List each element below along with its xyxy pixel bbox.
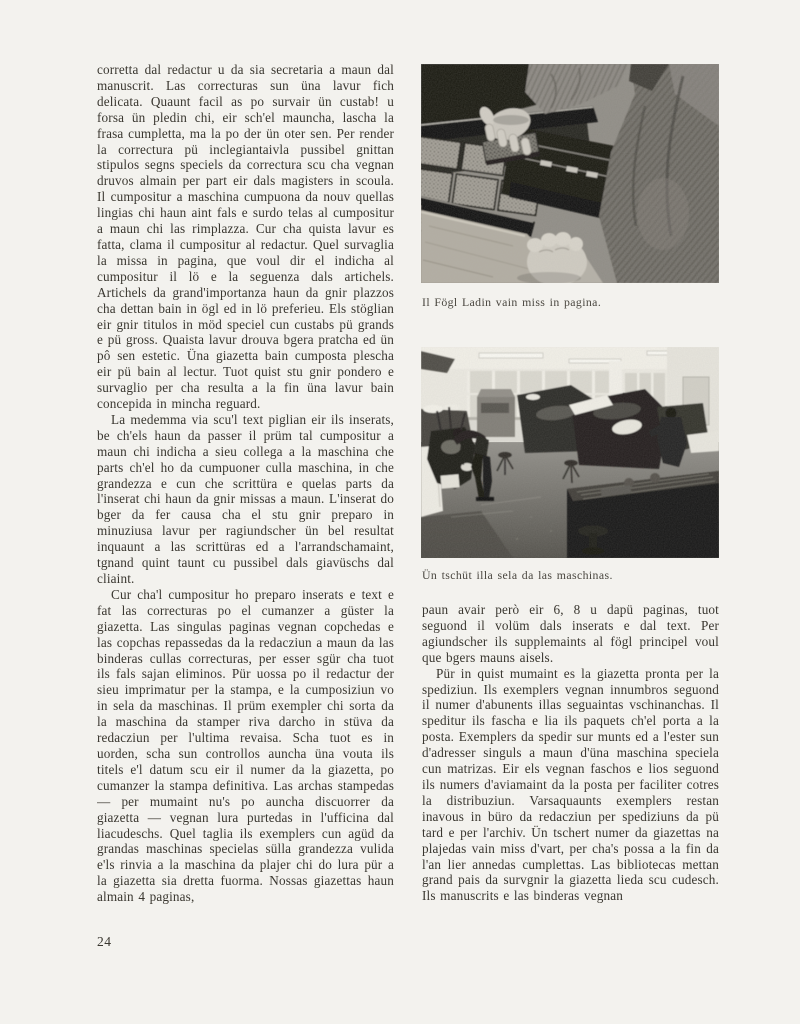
figure-typesetting-photo — [421, 64, 719, 283]
paragraph-continuation: corretta dal redactur u da sia secretaria a maun dal manuscrit. Las correcturas sun üna lavur fich delicata. Quaunt facil as po survair ün custab! u forsa ün pledin chi, eir sch'el mauncha, lascha la frasa cumpletta, ma la po der ün oter sen. Per render la correctura pü inclegiantaivla pussibel gnittan stipulos segns speciels da correctura scu cha vegnan druvos almain per part eir dals magisters in scoula. Il cumpositur a maschina cumpuona da nouv quellas lingias chi haun aint fals e surdo telas al cumpositur a maun chi las rimplazza. Cur cha quista lavur es fatta, clama il cumpositur al redactur. Quel survaglia la missa in pagina, que voul dir el indicha al cumpositur il lö e la seguenza dals artichels. Artichels da grand'importanza haun da gnir plazzos cha dettan bain in ögl ed in lö preferieu. Els stöglian eir gnir titulos in möd speciel cun custabs pü grands e pü gross. Quaista lavur drouva bgera pratcha ed ün pô sen estetic. Üna giazetta bain cumposta plescha eir pü bain al lectur. Tuot quist stu gnir pondero e survaglio per cha resulta a la fin üna lavur bain concepida in mincha reguard. — [97, 62, 394, 412]
paragraph: La medemma via scu'l text piglian eir ils inserats, be ch'els haun da passer il prüm tal cumpositur a maun chi indicha a sieu collega a la maschina che parts ch'el ho da cumpuoner culla maschina, in che grandezza e cun che scrittüra e quelas parts da l'inserat chi haun da gnir missas a maun. L'inserat do bger da fer causa cha el stu gnir preparo in minuziusa lavur per ragiundscher ün bel resultat inquaunt a las scrittüras ed a l'arrandschamaint, tgnand quint taunt cu pussibel dals giavüschs dal cliaint. — [97, 411, 394, 586]
left-text-column — [97, 62, 394, 924]
page-number: 24 — [97, 934, 112, 949]
figure-pressroom-photo — [421, 347, 719, 558]
letterpress-form-photo — [421, 64, 719, 283]
paragraph: Cur cha'l cumpositur ho preparo inserats e text e fat las correcturas po el cumanzer a güster la giazetta. Las singulas paginas vegnan copchedas e las copchas repassedas da la redacziun a maun da las binderas cullas correcturas, per esser sgür cha tuot ils fals sajan eliminos. Pür uossa po il redactur der sieu imprimatur per la stampa, e la cumposiziun vo in sela da maschinas. Il prüm exempler chi sorta da la maschina da stamper riva darcho in stüva da redacziun per l'ultima revaisa. Scha tuot es in uorden, scha sun controllos auncha üna vouta ils titels e'l datum scu eir il numer da la giazetta, po cumanzer la stampa definitiva. Las archas stampedas — per mumaint nu's po auncha discuorrer da giazetta — vegnan lura purtedas in l'ufficina dal liacudeschs. Quel taglia ils exemplers cun agüd da grandas maschinas specielas sülla grandezza vulida e'ls rinvia a la maschina da plajer chi do lura pür a la giazetta sia dretta fuorma. Nossas giazettas haun almain 4 paginas, — [97, 586, 394, 905]
right-text-column — [422, 602, 719, 927]
paragraph-continuation: paun avair però eir 6, 8 u dapü paginas, tuot seguond il volüm dals inserats e dal text. Per agiundscher ils supplemaints al fögl principel voul que bgers mauns aisels. — [422, 602, 719, 665]
figure-caption: Il Fögl Ladin vain miss in pagina. — [422, 295, 602, 309]
figure-caption: Ün tschüt illa sela da las maschinas. — [422, 568, 613, 582]
film-grain-overlay — [421, 347, 719, 558]
paragraph: Pür in quist mumaint es la giazetta pronta per la spediziun. Ils exemplers vegnan innumbros seguond il numer d'abunents illas seguaintas vschinanchas. Il speditur ils fascha e lia ils paquets ch'el porta a la posta. Exemplers da spedir sur munts ed a l'ester sun d'adresser singuls a maun d'üna maschina speciela cun matrizas. Eir els vegnan faschos e lios seguond ils numers d'aviamaint da la posta per faciliter cotres la distribuziun. Varsaquaunts exemplers restan inavous in büro da redacziun per spediziuns da pü tard e per l'archiv. Ün tschert numer da giazettas na plajedas vain miss d'vart, per cha's possa a la fin da l'an lier annedas cumplettas. Las bibliotecas mettan grand pais da survgnir la giazetta lieda scu cudesch. Ils manuscrits e las binderas vegnan — [422, 665, 719, 904]
film-grain-overlay — [421, 64, 719, 283]
machine-hall-photo — [421, 347, 719, 558]
